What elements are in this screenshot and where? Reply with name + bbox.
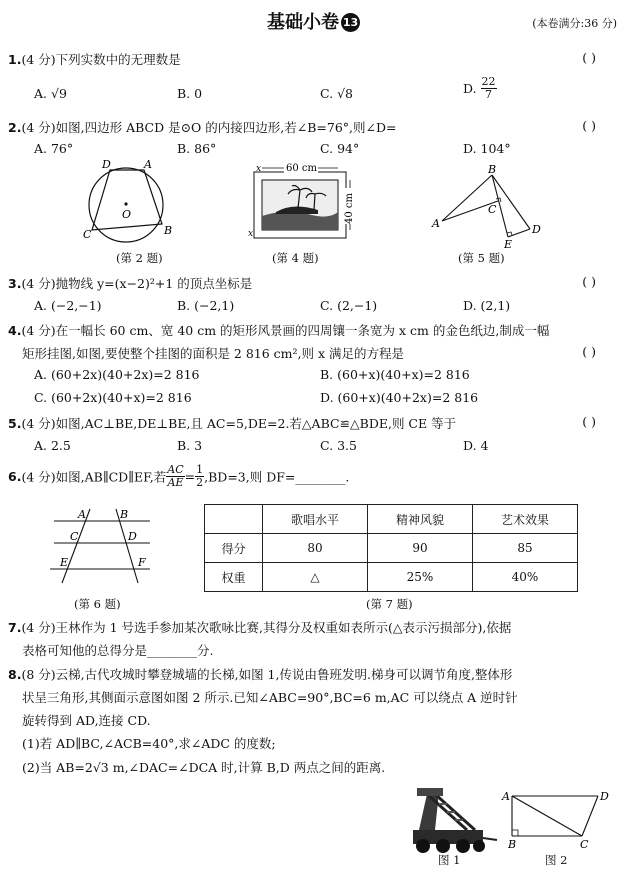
fig4-label-x-top: x [256,164,262,174]
q5-option-b: B. 3 [177,438,203,453]
fig5-label-d: D [532,223,541,236]
table-header-row [205,505,578,534]
table-cell: 40% [473,563,578,592]
fig6-label-e: E [60,556,69,569]
q3-option-d: D. (2,1) [463,298,511,313]
question-5-stem: 5.(4 分)如图,AC⊥BE,DE⊥BE,且 AC=5,DE=2.若△ABC≌△BDE,则 CE 等于 ( ) [8,414,596,431]
figure-4-caption: (第 4 题) [272,251,319,265]
fig6-label-f: F [138,556,146,569]
table-header-cell: 艺术效果 [473,505,578,534]
score-note: (本卷满分:36 分) [532,17,617,30]
question-8-line3: 旋转得到 AD,连接 CD. [22,713,151,728]
fig2-label-a: A [144,158,152,171]
figure-7-caption: (第 7 题) [366,597,413,611]
question-3-stem: 3.(4 分)抛物线 y=(x−2)²+1 的顶点坐标是 ( ) [8,274,596,291]
table-row [205,534,578,563]
fig6-label-d: D [128,530,137,543]
table-cell: 90 [368,534,473,563]
table-cell: 80 [263,534,368,563]
fig4-label-x-side: x [248,229,254,239]
fig6-label-b: B [120,508,129,521]
question-8-line2: 状呈三角形,其侧面示意图如图 2 所示.已知∠ABC=90°,BC=6 m,AC 可以绕点 A 逆时针 [22,690,518,705]
q4-option-c: C. (60+2x)(40+x)=2 816 [34,390,192,405]
table-row [205,563,578,592]
figure-8-2-caption: 图 2 [545,853,568,867]
question-7-line2: 表格可知他的总得分是________分. [22,643,214,658]
figure-4-framed-picture [248,163,358,246]
fig2-label-b: B [164,224,173,237]
fig8-label-c: C [580,838,589,851]
question-2-stem: 2.(4 分)如图,四边形 ABCD 是⊙O 的内接四边形,若∠B=76°,则∠D= ( ) [8,118,596,135]
figure-6-parallel-lines [46,505,161,590]
question-8-part2: (2)当 AB=2√3 m,∠DAC=∠DCA 时,计算 B,D 两点之间的距离. [22,760,386,775]
fig4-label-height: 40 cm [344,193,355,224]
fig5-label-a: A [432,217,440,230]
question-6-stem: 6.(4 分)如图,AB∥CD∥EF,若 $\frac{AC}{AE}$ = $\frac{1}{2}$ ,BD=3,则 DF=________. [8,463,350,489]
table-cell: 85 [473,534,578,563]
question-7-table [204,504,578,592]
q3-option-a: A. (−2,−1) [34,298,102,313]
figure-8-2-quadrilateral [500,790,615,850]
q5-option-c: C. 3.5 [320,438,357,453]
table-header-cell: 精神风貌 [368,505,473,534]
table-cell: △ [263,563,368,592]
q1-option-c: C. √8 [320,86,353,101]
figure-5-caption: (第 5 题) [458,251,505,265]
fig8-label-d: D [600,790,609,803]
fig8-label-b: B [508,838,517,851]
fig2-label-c: C [83,228,92,241]
table-cell: 25% [368,563,473,592]
q3-option-b: B. (−2,1) [177,298,235,313]
table-cell: 得分 [205,534,263,563]
question-4-stem-line1: 4.(4 分)在一幅长 60 cm、宽 40 cm 的矩形风景画的四周镶一条宽为 x cm 的金色纸边,制成一幅 [8,323,550,338]
fig6-label-a: A [78,508,86,521]
q4-option-b: B. (60+x)(40+x)=2 816 [320,367,470,382]
q2-option-b: B. 86° [177,141,217,156]
q3-option-c: C. (2,−1) [320,298,378,313]
question-7-line1: 7.(4 分)王林作为 1 号选手参加某次歌咏比赛,其得分及权重如表所示(△表示污损部分),依据 [8,620,512,635]
q2-option-a: A. 76° [34,141,74,156]
q1-option-b: B. 0 [177,86,203,101]
fig2-label-o: O [122,208,132,221]
q2-option-d: D. 104° [463,141,511,156]
q2-option-c: C. 94° [320,141,360,156]
q4-option-d: D. (60+x)(40+2x)=2 816 [320,390,479,405]
q4-option-a: A. (60+2x)(40+2x)=2 816 [34,367,200,382]
figure-2-caption: (第 2 题) [116,251,163,265]
q5-option-d: D. 4 [463,438,489,453]
table-header-cell [205,505,263,534]
q5-option-a: A. 2.5 [34,438,71,453]
fig5-label-b: B [488,163,497,176]
question-8-part1: (1)若 AD∥BC,∠ACB=40°,求∠ADC 的度数; [22,736,276,751]
title-number-badge: 13 [341,13,360,32]
question-8-line1: 8.(8 分)云梯,古代攻城时攀登城墙的长梯,如图 1,传说由鲁班发明.梯身可以调节角度,整体形 [8,667,513,682]
figure-8-1-caption: 图 1 [438,853,461,867]
fig8-label-a: A [502,790,510,803]
table-cell: 权重 [205,563,263,592]
fig6-label-c: C [70,530,79,543]
fig5-label-c: C [488,203,497,216]
fig2-label-d: D [102,158,111,171]
figure-2-circle-quadrilateral [80,160,180,250]
fig4-label-width: 60 cm [286,163,317,174]
page-title: 基础小卷 13 [267,12,359,33]
table-header-cell: 歌唱水平 [263,505,368,534]
question-4-stem-line2: 矩形挂图,如图,要使整个挂图的面积是 2 816 cm²,则 x 满足的方程是 ( ) [22,344,596,361]
figure-6-caption: (第 6 题) [74,597,121,611]
figure-5-triangles [430,165,550,250]
fig5-label-e: E [504,238,513,251]
question-1-stem: 1.(4 分)下列实数中的无理数是 ( ) [8,50,596,67]
q1-option-a: A. √9 [34,86,67,101]
figure-8-1-siege-ladder [405,786,500,856]
q1-option-d: D. $\frac{22}{7}$ [463,75,496,101]
